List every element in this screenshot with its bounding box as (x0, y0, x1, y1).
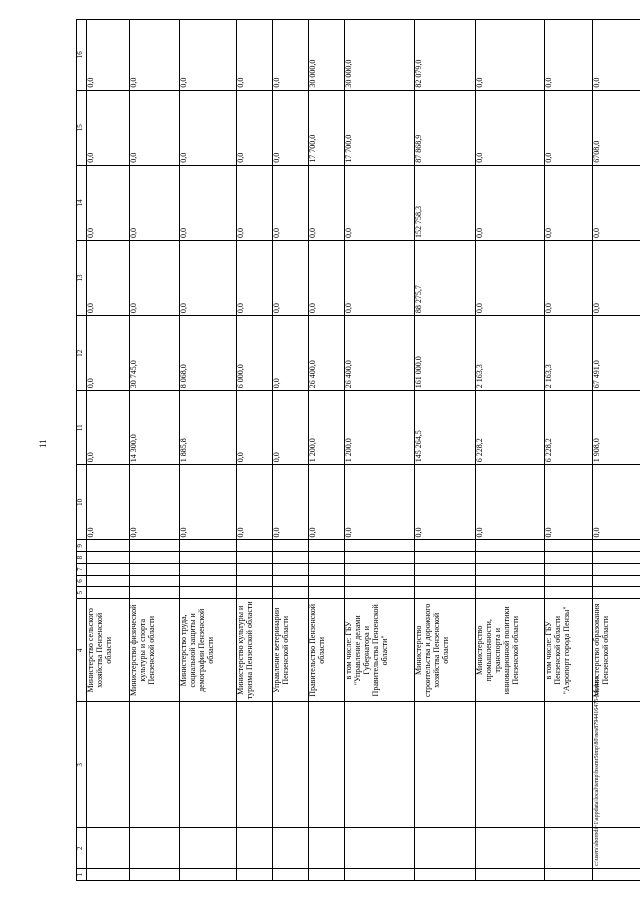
empty-cell (476, 563, 545, 575)
value-cell: 6708,0 (593, 90, 640, 165)
value-cell: 0,0 (545, 240, 593, 315)
empty-cell (87, 587, 130, 599)
empty-cell (87, 869, 130, 881)
empty-cell (345, 540, 415, 552)
empty-cell (130, 869, 180, 881)
empty-cell (273, 828, 309, 869)
empty-cell (476, 587, 545, 599)
value-cell: 0,0 (593, 240, 640, 315)
value-cell: 0,0 (273, 465, 309, 540)
empty-cell (87, 575, 130, 587)
value-cell: 14 300,0 (130, 391, 180, 465)
value-cell: 6 000,0 (237, 316, 273, 391)
value-cell: 0,0 (545, 90, 593, 165)
empty-cell (130, 702, 180, 828)
table-row (87, 20, 130, 881)
empty-cell (345, 869, 415, 881)
empty-cell (345, 575, 415, 587)
value-cell: 0,0 (87, 465, 130, 540)
empty-cell (545, 702, 593, 828)
value-cell: 0,0 (345, 165, 415, 240)
organization-cell: Министерство сельского хозяйства Пензенской области (87, 599, 130, 702)
empty-cell (237, 869, 273, 881)
empty-cell (415, 540, 476, 552)
empty-cell (545, 869, 593, 881)
value-cell: 0,0 (180, 90, 237, 165)
empty-cell (180, 563, 237, 575)
empty-cell (345, 702, 415, 828)
value-cell: 0,0 (130, 90, 180, 165)
empty-cell (273, 869, 309, 881)
value-cell: 0,0 (476, 165, 545, 240)
value-cell: 0,0 (273, 240, 309, 315)
column-number: 1 (77, 869, 87, 881)
value-cell: 0,0 (180, 165, 237, 240)
empty-cell (345, 587, 415, 599)
empty-cell (273, 540, 309, 552)
value-cell: 1 200,0 (309, 391, 345, 465)
empty-cell (476, 702, 545, 828)
column-number: 3 (77, 702, 87, 828)
empty-cell (476, 869, 545, 881)
column-number-row (77, 20, 87, 881)
organization-cell: Министерство промышленности, транспорта и инновационной политики Пензенской области (476, 599, 545, 702)
value-cell: 88 275,7 (415, 240, 476, 315)
organization-cell: Министерство культуры и туризма Пензенской области (237, 599, 273, 702)
value-cell: 0,0 (476, 20, 545, 91)
empty-cell (273, 587, 309, 599)
column-number: 10 (77, 465, 87, 540)
page-number: 11 (38, 439, 48, 448)
value-cell: 0,0 (130, 20, 180, 91)
value-cell: 8 068,0 (180, 316, 237, 391)
value-cell: 0,0 (87, 90, 130, 165)
value-cell: 87 868,9 (415, 90, 476, 165)
table-row (476, 20, 545, 881)
empty-cell (87, 828, 130, 869)
empty-cell (345, 552, 415, 564)
value-cell: 161 000,0 (415, 316, 476, 391)
value-cell: 0,0 (87, 391, 130, 465)
empty-cell (415, 702, 476, 828)
value-cell: 82 079,0 (415, 20, 476, 91)
value-cell: 0,0 (87, 316, 130, 391)
empty-cell (237, 828, 273, 869)
empty-cell (309, 869, 345, 881)
value-cell: 0,0 (237, 465, 273, 540)
value-cell: 0,0 (273, 316, 309, 391)
empty-cell (415, 828, 476, 869)
value-cell: 0,0 (273, 165, 309, 240)
empty-cell (237, 702, 273, 828)
value-cell: 30 000,0 (309, 20, 345, 91)
column-number: 2 (77, 828, 87, 869)
empty-cell (87, 540, 130, 552)
table-row (237, 20, 273, 881)
empty-cell (237, 563, 273, 575)
value-cell: 17 700,0 (309, 90, 345, 165)
empty-cell (130, 563, 180, 575)
empty-cell (180, 540, 237, 552)
empty-cell (593, 552, 640, 564)
empty-cell (180, 828, 237, 869)
value-cell: 0,0 (476, 465, 545, 540)
value-cell: 0,0 (476, 90, 545, 165)
empty-cell (180, 552, 237, 564)
empty-cell (593, 575, 640, 587)
empty-cell (415, 587, 476, 599)
empty-cell (593, 869, 640, 881)
value-cell: 6 228,2 (476, 391, 545, 465)
empty-cell (545, 828, 593, 869)
empty-cell (309, 552, 345, 564)
value-cell: 0,0 (593, 165, 640, 240)
value-cell: 1 885,8 (180, 391, 237, 465)
empty-cell (309, 563, 345, 575)
value-cell: 17 700,0 (345, 90, 415, 165)
empty-cell (476, 828, 545, 869)
empty-cell (415, 552, 476, 564)
column-number: 16 (77, 20, 87, 91)
organization-cell: Министерство труда, социальной защиты и демографии Пензенской области (180, 599, 237, 702)
organization-cell: Министерство физической культуры и спорта Пензенской области (130, 599, 180, 702)
column-number: 8 (77, 552, 87, 564)
column-number: 14 (77, 165, 87, 240)
value-cell: 26 400,0 (309, 316, 345, 391)
value-cell: 0,0 (545, 20, 593, 91)
empty-cell (309, 575, 345, 587)
value-cell: 0,0 (593, 20, 640, 91)
column-number: 15 (77, 90, 87, 165)
empty-cell (237, 540, 273, 552)
table-row (345, 20, 415, 881)
organization-cell: в том числе: ГБУ Пензенской области "Аэропорт города Пензы" (545, 599, 593, 702)
value-cell: 0,0 (87, 20, 130, 91)
column-number: 11 (77, 391, 87, 465)
empty-cell (476, 540, 545, 552)
empty-cell (545, 563, 593, 575)
value-cell: 145 264,5 (415, 391, 476, 465)
column-number: 13 (77, 240, 87, 315)
value-cell: 0,0 (309, 465, 345, 540)
empty-cell (415, 575, 476, 587)
value-cell: 0,0 (130, 240, 180, 315)
empty-cell (345, 563, 415, 575)
value-cell: 0,0 (593, 465, 640, 540)
column-number: 4 (77, 599, 87, 702)
table-row (273, 20, 309, 881)
value-cell: 0,0 (345, 465, 415, 540)
empty-cell (130, 540, 180, 552)
empty-cell (309, 702, 345, 828)
value-cell: 0,0 (273, 20, 309, 91)
value-cell: 0,0 (237, 165, 273, 240)
value-cell: 0,0 (237, 240, 273, 315)
empty-cell (180, 869, 237, 881)
column-number: 5 (77, 587, 87, 599)
value-cell: 1 200,0 (345, 391, 415, 465)
empty-cell (309, 828, 345, 869)
value-cell: 0,0 (476, 240, 545, 315)
empty-cell (130, 587, 180, 599)
empty-cell (415, 869, 476, 881)
empty-cell (87, 552, 130, 564)
value-cell: 0,0 (309, 240, 345, 315)
empty-cell (273, 702, 309, 828)
value-cell: 0,0 (180, 465, 237, 540)
table-row (309, 20, 345, 881)
footer-file-path: c:\users\sborodi~1\appdata\local\temp\bssmr5tmp\80\nes8794416475-ma.docx (594, 676, 600, 866)
empty-cell (273, 552, 309, 564)
value-cell: 1 908,0 (593, 391, 640, 465)
column-number: 6 (77, 575, 87, 587)
organization-cell: Министерство образования Пензенской области (593, 599, 640, 702)
budget-table (76, 19, 640, 881)
value-cell: 0,0 (273, 90, 309, 165)
empty-cell (593, 540, 640, 552)
empty-cell (273, 563, 309, 575)
value-cell: 0,0 (130, 465, 180, 540)
value-cell: 2 163,3 (545, 316, 593, 391)
empty-cell (309, 540, 345, 552)
value-cell: 0,0 (309, 165, 345, 240)
value-cell: 30 000,0 (345, 20, 415, 91)
empty-cell (476, 575, 545, 587)
empty-cell (180, 587, 237, 599)
value-cell: 26 400,0 (345, 316, 415, 391)
empty-cell (237, 575, 273, 587)
empty-cell (545, 575, 593, 587)
value-cell: 0,0 (545, 465, 593, 540)
empty-cell (237, 552, 273, 564)
empty-cell (180, 702, 237, 828)
empty-cell (130, 828, 180, 869)
table-body (87, 20, 640, 881)
value-cell: 152 758,3 (415, 165, 476, 240)
empty-cell (415, 563, 476, 575)
empty-cell (476, 552, 545, 564)
table-row (545, 20, 593, 881)
organization-cell: Правительство Пензенской области (309, 599, 345, 702)
empty-cell (237, 587, 273, 599)
value-cell: 0,0 (237, 391, 273, 465)
empty-cell (545, 587, 593, 599)
empty-cell (180, 575, 237, 587)
empty-cell (130, 575, 180, 587)
column-number: 7 (77, 563, 87, 575)
organization-cell: Министерство строительства и дорожного хозяйства Пензенской области (415, 599, 476, 702)
value-cell: 0,0 (237, 20, 273, 91)
column-number: 12 (77, 316, 87, 391)
organization-cell: Управление ветеринарии Пензенской области (273, 599, 309, 702)
value-cell: 6 228,2 (545, 391, 593, 465)
value-cell: 0,0 (545, 165, 593, 240)
value-cell: 0,0 (87, 240, 130, 315)
empty-cell (87, 563, 130, 575)
value-cell: 0,0 (130, 165, 180, 240)
empty-cell (593, 563, 640, 575)
value-cell: 2 163,3 (476, 316, 545, 391)
value-cell: 0,0 (237, 90, 273, 165)
value-cell: 0,0 (273, 391, 309, 465)
table-row (130, 20, 180, 881)
empty-cell (545, 552, 593, 564)
empty-cell (130, 552, 180, 564)
empty-cell (87, 702, 130, 828)
empty-cell (345, 828, 415, 869)
value-cell: 0,0 (180, 20, 237, 91)
organization-cell: в том числе: ГБУ "Управление делами Губернатора и Правительства Пензенской области" (345, 599, 415, 702)
empty-cell (309, 587, 345, 599)
value-cell: 67 491,0 (593, 316, 640, 391)
value-cell: 30 745,0 (130, 316, 180, 391)
table-row (415, 20, 476, 881)
value-cell: 0,0 (415, 465, 476, 540)
empty-cell (273, 575, 309, 587)
value-cell: 0,0 (345, 240, 415, 315)
table-row (180, 20, 237, 881)
column-number: 9 (77, 540, 87, 552)
empty-cell (545, 540, 593, 552)
value-cell: 0,0 (180, 240, 237, 315)
empty-cell (593, 587, 640, 599)
value-cell: 0,0 (87, 165, 130, 240)
